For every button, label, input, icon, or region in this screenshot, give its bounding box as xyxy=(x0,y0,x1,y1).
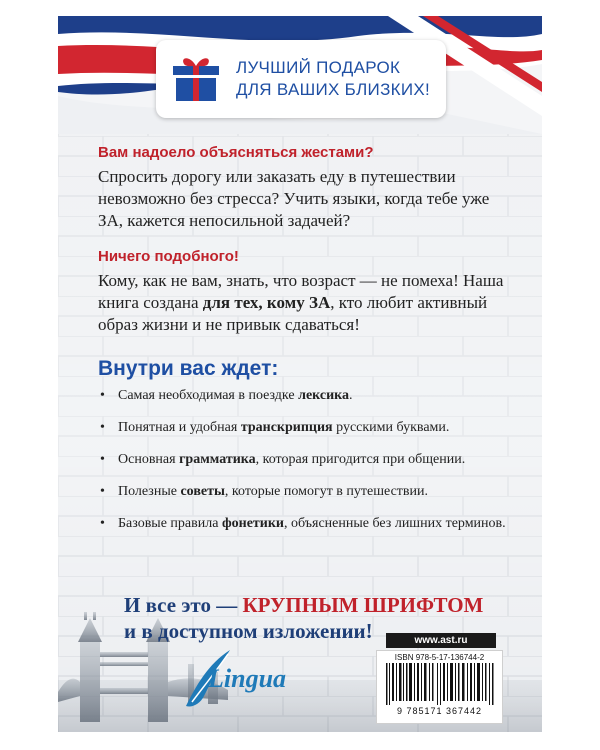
gift-icon xyxy=(170,53,222,105)
banner-line-1: ЛУЧШИЙ ПОДАРОК xyxy=(236,58,401,77)
gift-banner xyxy=(156,40,446,118)
features-list xyxy=(98,386,518,533)
lingua-logo-text: Lingua xyxy=(208,664,287,693)
section2-body-part1: Кому, как не вам, знать, что возраст — не помеха! Наша книга создана xyxy=(98,271,504,312)
isbn-block xyxy=(376,650,503,724)
feature-item: • Понятная и удобная транскрипция русскими буквами. xyxy=(98,418,518,437)
closing-part1: И все это — xyxy=(124,593,243,617)
section2-body-part2: , кто любит активный образ жизни и не привык сдаваться! xyxy=(98,293,488,334)
feature-item: • Самая необходимая в поездке лексика. xyxy=(98,386,518,405)
section1-body: Спросить дорогу или заказать еду в путешествии невозможно без стресса? Учить языки, когда тебе уже ЗА, кажется непосильной задачей? xyxy=(98,167,490,230)
feature-item: • Основная грамматика, которая пригодится при общении. xyxy=(98,450,518,469)
isbn-text: ISBN 978-5-17-136744-2 xyxy=(394,653,485,662)
publisher-website: www.ast.ru xyxy=(386,633,496,648)
feature-item: • Базовые правила фонетики, объясненные без лишних терминов. xyxy=(98,514,518,533)
barcode-number: 9 785171 367442 xyxy=(396,706,483,716)
barcode xyxy=(384,663,496,705)
closing-part2: и в доступном изложении! xyxy=(124,619,373,643)
section2-body xyxy=(98,270,518,336)
banner-line-2: ДЛЯ ВАШИХ БЛИЗКИХ! xyxy=(236,80,431,99)
feature-item: • Полезные советы, которые помогут в путешествии. xyxy=(98,482,518,501)
section2-heading: Ничего подобного! xyxy=(98,248,239,265)
closing-highlight: КРУПНЫМ ШРИФТОМ xyxy=(242,593,484,617)
section1-heading: Вам надоело объясняться жестами? xyxy=(98,144,374,161)
inside-heading: Внутри вас ждет: xyxy=(98,357,279,380)
book-back-cover xyxy=(58,16,542,732)
main-text xyxy=(98,142,518,546)
section2-body-bold: для тех, кому ЗА xyxy=(202,293,331,312)
